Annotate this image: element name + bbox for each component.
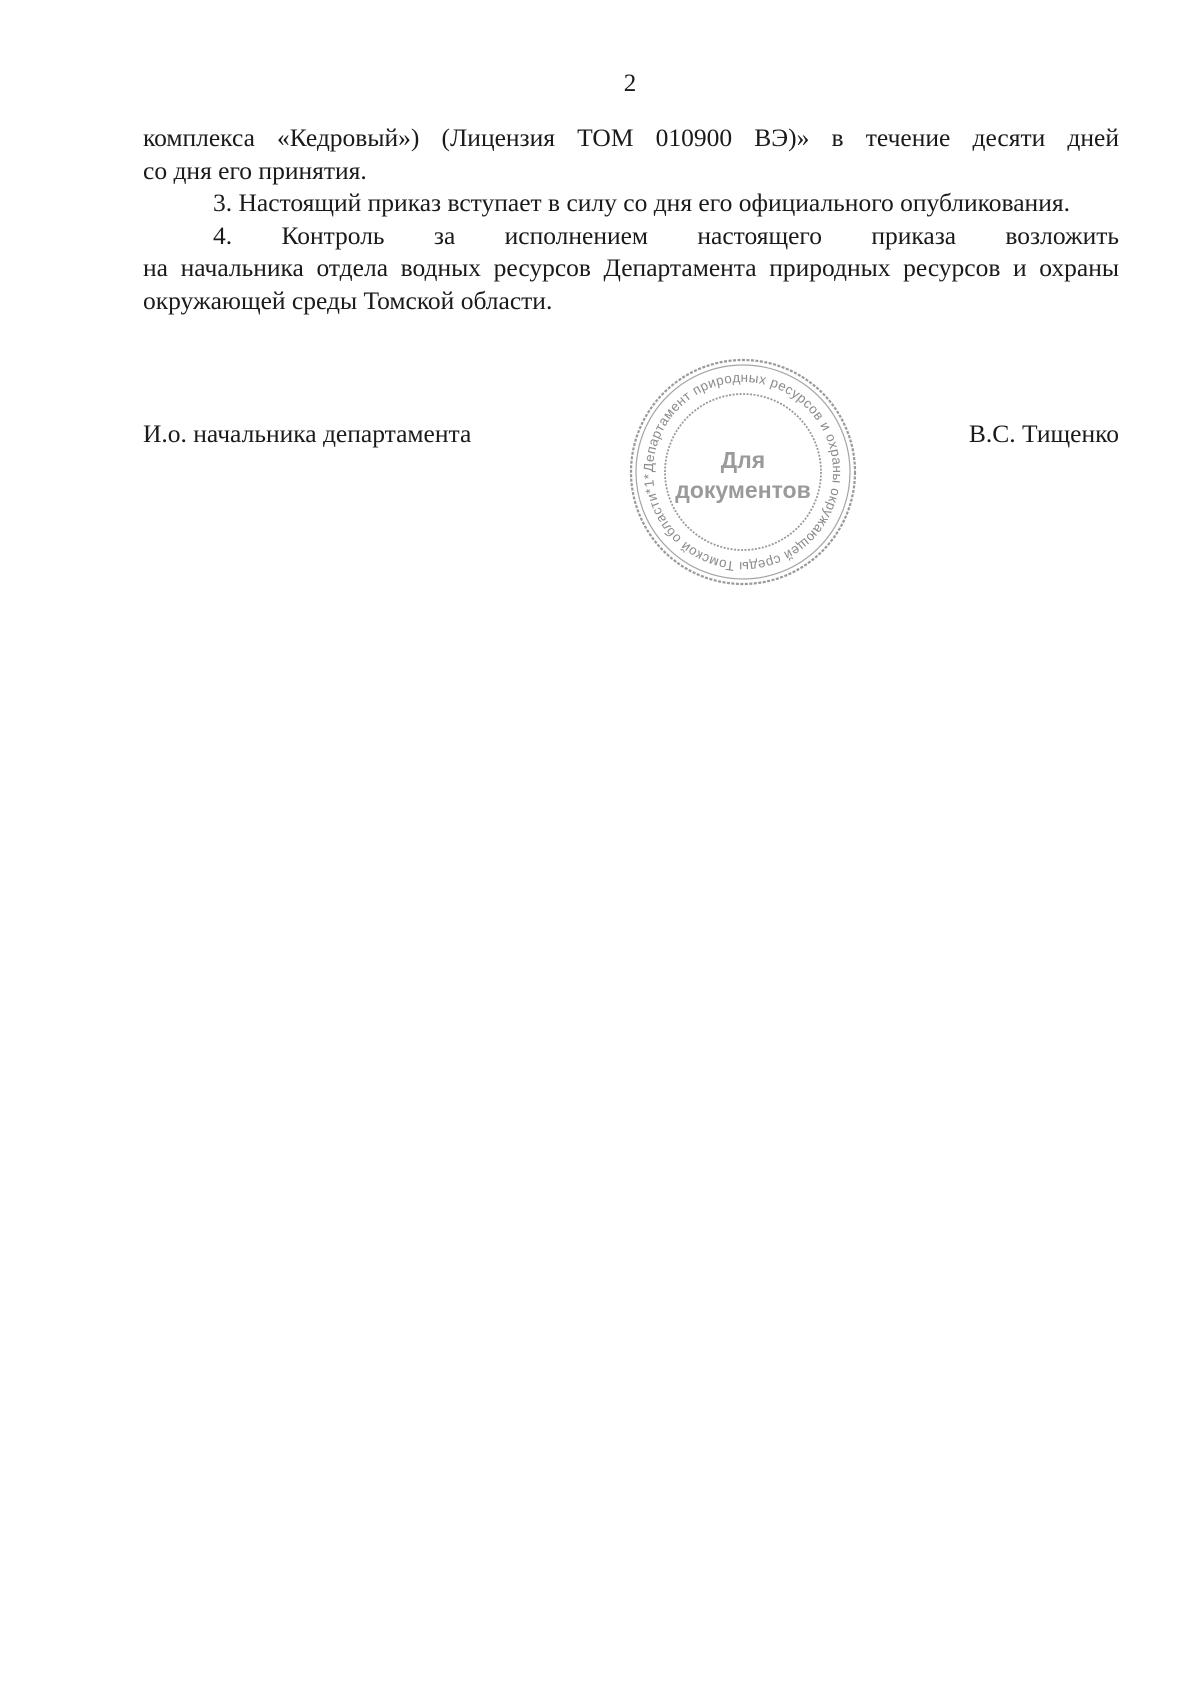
page-number: 2 bbox=[623, 70, 637, 97]
paragraph-4-control-rest: на начальника отдела водных ресурсов Департамента природных ресурсов и охраны окружающей среды Томской области. bbox=[143, 253, 1119, 315]
paragraph-continuation-line: комплекса «Кедровый») (Лицензия ТОМ 010900 ВЭ)» в течение десяти дней bbox=[143, 123, 1119, 152]
signatory-title: И.о. начальника департамента bbox=[143, 419, 472, 448]
signatory-name: В.С. Тищенко bbox=[968, 419, 1119, 448]
document-body bbox=[143, 122, 1119, 317]
seal-ring-text: Департамент природных ресурсов и охраны окружающей среды Томской области*1* bbox=[640, 369, 846, 575]
seal-center-line2: документов bbox=[675, 477, 811, 503]
seal-center-line1: Для bbox=[720, 447, 766, 473]
paragraph-4-control-line1: 4. Контроль за исполнением настоящего приказа возложить bbox=[213, 220, 1119, 250]
seal-graphic bbox=[627, 356, 859, 588]
paragraph-continuation-end: со дня его принятия. bbox=[143, 155, 367, 185]
official-seal bbox=[627, 356, 859, 588]
paragraph-3-effective-date: 3. Настоящий приказ вступает в силу со дня его официального опубликования. bbox=[213, 188, 1070, 217]
